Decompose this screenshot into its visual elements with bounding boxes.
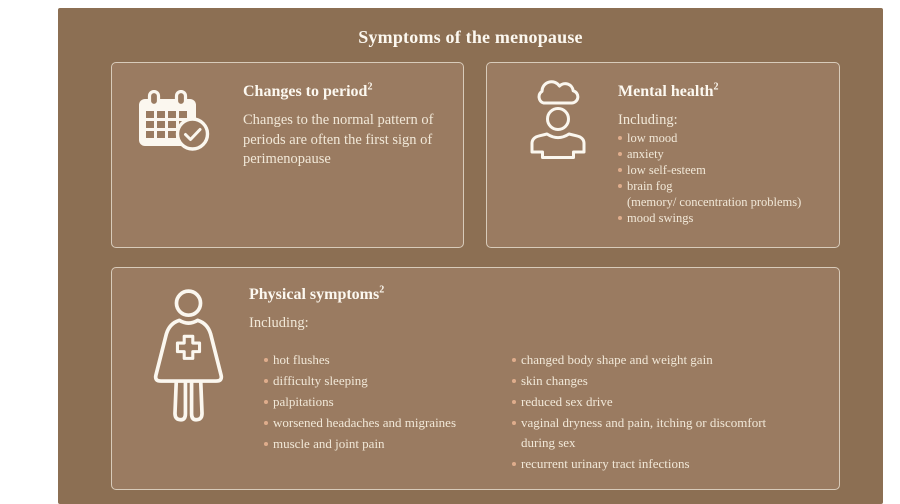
list-item: recurrent urinary tract infections [512, 454, 788, 474]
physical-symptoms-right-column [512, 350, 788, 475]
list-item: muscle and joint pain [264, 434, 564, 454]
card-mental-health [486, 62, 840, 248]
list-item: palpitations [264, 392, 564, 412]
list-item: changed body shape and weight gain [512, 350, 788, 370]
superscript-reference: 2 [379, 284, 385, 296]
list-item: reduced sex drive [512, 392, 788, 412]
card-title-text: Physical symptoms [249, 286, 380, 303]
physical-symptom-list-right [512, 350, 788, 473]
list-item: vaginal dryness and pain, itching or discomfort during sex [512, 413, 788, 452]
list-item: mood swings [618, 210, 823, 226]
list-item-note: (memory/ concentration problems) [627, 195, 802, 209]
card-title-text: Changes to period [243, 83, 368, 100]
person-thought-cloud-icon [528, 80, 590, 160]
superscript-reference: 2 [713, 81, 719, 93]
page-title: Symptoms of the menopause [358, 27, 583, 47]
list-item-text: brain fog [627, 179, 673, 193]
card-title [618, 82, 833, 102]
card-title [243, 82, 457, 102]
list-item: hot flushes [264, 350, 564, 370]
including-label: Including: [249, 315, 309, 331]
infographic-panel [58, 8, 883, 504]
superscript-reference: 2 [367, 81, 373, 93]
card-title-text: Mental health [618, 83, 714, 100]
card-body-text: Changes to the normal pattern of periods are often the first sign of perimenopause [243, 112, 434, 167]
list-item [618, 178, 823, 210]
including-label: Including: [618, 112, 678, 128]
list-item: low mood [618, 130, 823, 146]
list-item: anxiety [618, 146, 823, 162]
calendar-clock-icon [137, 90, 213, 154]
list-item: skin changes [512, 371, 788, 391]
card-changes-to-period [111, 62, 464, 248]
list-item: difficulty sleeping [264, 371, 564, 391]
card-title [249, 285, 833, 305]
list-item: low self-esteem [618, 162, 823, 178]
list-item: worsened headaches and migraines [264, 413, 564, 433]
card-physical-symptoms [111, 267, 840, 490]
mental-symptom-list [618, 130, 823, 226]
female-figure-medical-cross-icon [148, 289, 229, 429]
